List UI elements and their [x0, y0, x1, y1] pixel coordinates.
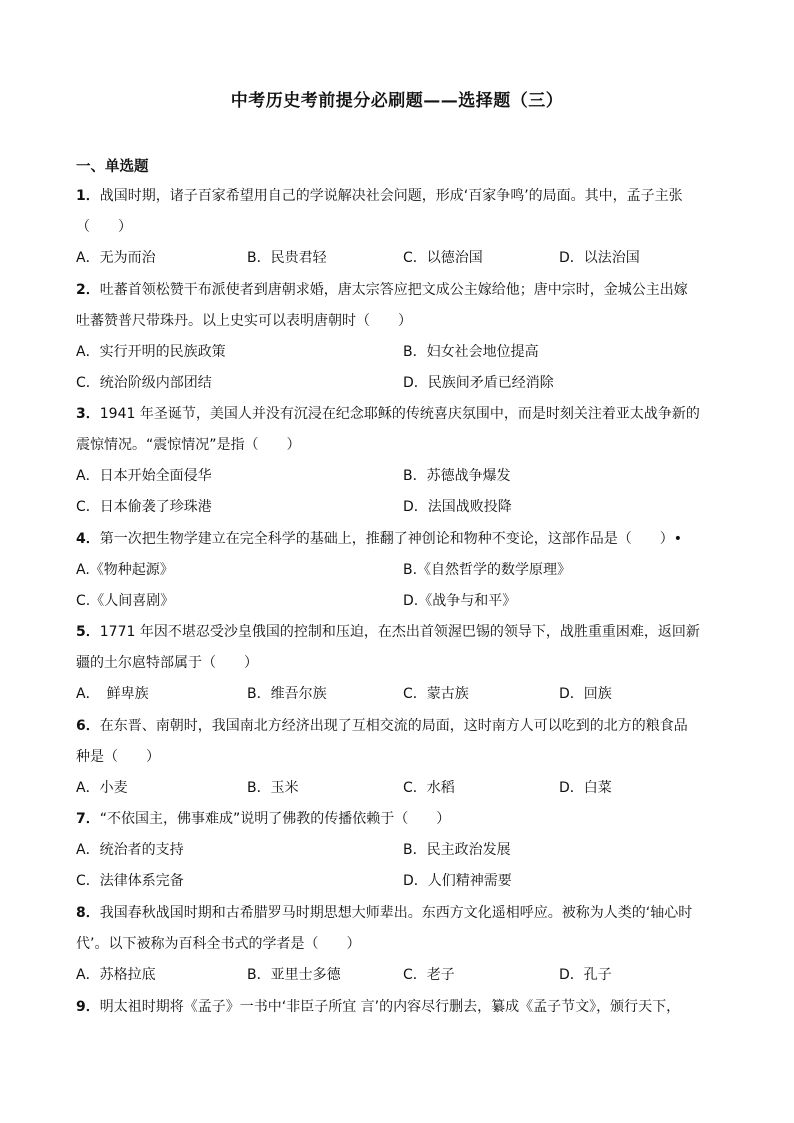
option-c[interactable]: C．以德治国 — [403, 250, 483, 266]
question-5-line-1 — [76, 622, 726, 642]
question-2-line-2: 吐蕃赞普尺带珠丹。以上史实可以表明唐朝时（ ） — [76, 313, 412, 329]
question-3-line-1 — [76, 404, 726, 424]
option-a[interactable]: A．小麦 — [76, 780, 128, 796]
option-d[interactable]: D．白菜 — [559, 780, 612, 796]
question-9-line-1 — [76, 997, 726, 1017]
question-text: 第一次把生物学建立在完全科学的基础上，推翻了神创论和物种不变论，这部作品是（ ）• — [99, 531, 683, 547]
question-text: 明太祖时期将《孟子》一书中‘非臣子所宜 言’的内容尽行删去，纂成《孟子节文》，颁行天下， — [99, 999, 681, 1015]
question-text: 战国时期，诸子百家希望用自己的学说解决社会问题，形成‘百家争鸣’的局面。其中，孟子主张 — [99, 188, 683, 204]
option-a[interactable]: A.《物种起源》 — [76, 562, 174, 578]
option-b[interactable]: B．民贵君轻 — [247, 250, 327, 266]
question-number: 7． — [76, 811, 100, 827]
question-number: 9． — [76, 999, 100, 1015]
option-c[interactable]: C．水稻 — [403, 780, 455, 796]
question-3-line-2: 震惊情况。“震惊情况”是指（ ） — [76, 437, 301, 453]
option-d[interactable]: D．以法治国 — [559, 250, 640, 266]
option-b[interactable]: B．亚里士多德 — [247, 967, 341, 983]
option-a[interactable]: A．统治者的支持 — [76, 842, 184, 858]
option-a[interactable]: A．日本开始全面侵华 — [76, 468, 212, 484]
option-b[interactable]: B.《自然哲学的数学原理》 — [403, 562, 572, 578]
question-4-line-1 — [76, 529, 726, 549]
question-number: 4． — [76, 531, 100, 547]
question-number: 1． — [76, 188, 100, 204]
question-number: 8． — [76, 905, 100, 921]
option-b[interactable]: B．妇女社会地位提高 — [403, 344, 539, 360]
question-text: 1941 年圣诞节，美国人并没有沉浸在纪念耶稣的传统喜庆氛围中，而是时刻关注着亚太战争新的 — [99, 406, 700, 422]
question-7-line-1 — [76, 809, 726, 829]
option-d[interactable]: D.《战争与和平》 — [403, 593, 517, 609]
option-c[interactable]: C．统治阶级内部团结 — [76, 375, 212, 391]
option-a[interactable]: A．苏格拉底 — [76, 967, 156, 983]
option-d[interactable]: D．孔子 — [559, 967, 612, 983]
question-text: 吐蕃首领松赞干布派使者到唐朝求婚，唐太宗答应把文成公主嫁给他；唐中宗时，金城公主出嫁 — [99, 282, 688, 298]
question-text: “不依国主，佛事难成”说明了佛教的传播依赖于（ ） — [99, 811, 451, 827]
option-b[interactable]: B．苏德战争爆发 — [403, 468, 511, 484]
option-b[interactable]: B．民主政治发展 — [403, 842, 511, 858]
question-number: 5． — [76, 624, 100, 640]
option-b[interactable]: B．玉米 — [247, 780, 299, 796]
option-c[interactable]: C．法律体系完备 — [76, 873, 184, 889]
option-c[interactable]: C．蒙古族 — [403, 686, 469, 702]
question-8-line-1 — [76, 903, 726, 923]
page-title: 中考历史考前提分必刷题——选择题（三） — [230, 91, 564, 111]
option-c[interactable]: C．日本偷袭了珍珠港 — [76, 499, 212, 515]
question-1-line-1 — [76, 186, 726, 206]
question-number: 6． — [76, 718, 100, 734]
option-b[interactable]: B．维吾尔族 — [247, 686, 327, 702]
question-text: 在东晋、南朝时，我国南北方经济出现了互相交流的局面，这时南方人可以吃到的北方的粮食品 — [99, 718, 688, 734]
question-number: 2． — [76, 282, 100, 298]
option-d[interactable]: D．法国战败投降 — [403, 499, 512, 515]
option-c[interactable]: C．老子 — [403, 967, 455, 983]
option-a[interactable]: A．无为而治 — [76, 250, 156, 266]
section-heading: 一、单选题 — [76, 159, 149, 175]
option-d[interactable]: D．回族 — [559, 686, 612, 702]
option-a[interactable]: A．实行开明的民族政策 — [76, 344, 226, 360]
question-5-line-2: 疆的土尔扈特部属于（ ） — [76, 655, 258, 671]
question-1-line-2: （ ） — [76, 219, 132, 235]
question-6-line-1 — [76, 716, 726, 736]
option-d[interactable]: D．民族间矛盾已经消除 — [403, 375, 554, 391]
option-a[interactable]: A． 鲜卑族 — [76, 686, 149, 702]
question-text: 1771 年因不堪忍受沙皇俄国的控制和压迫，在杰出首领渥巴锡的领导下，战胜重重困难，返回新 — [99, 624, 700, 640]
question-8-line-2: 代’。以下被称为百科全书式的学者是（ ） — [76, 936, 361, 952]
question-number: 3． — [76, 406, 100, 422]
option-d[interactable]: D．人们精神需要 — [403, 873, 512, 889]
option-c[interactable]: C.《人间喜剧》 — [76, 593, 175, 609]
question-text: 我国春秋战国时期和古希腊罗马时期思想大师辈出。东西方文化遥相呼应。被称为人类的‘轴心时 — [99, 905, 693, 921]
question-2-line-1 — [76, 280, 726, 300]
question-6-line-2: 种是（ ） — [76, 749, 160, 765]
